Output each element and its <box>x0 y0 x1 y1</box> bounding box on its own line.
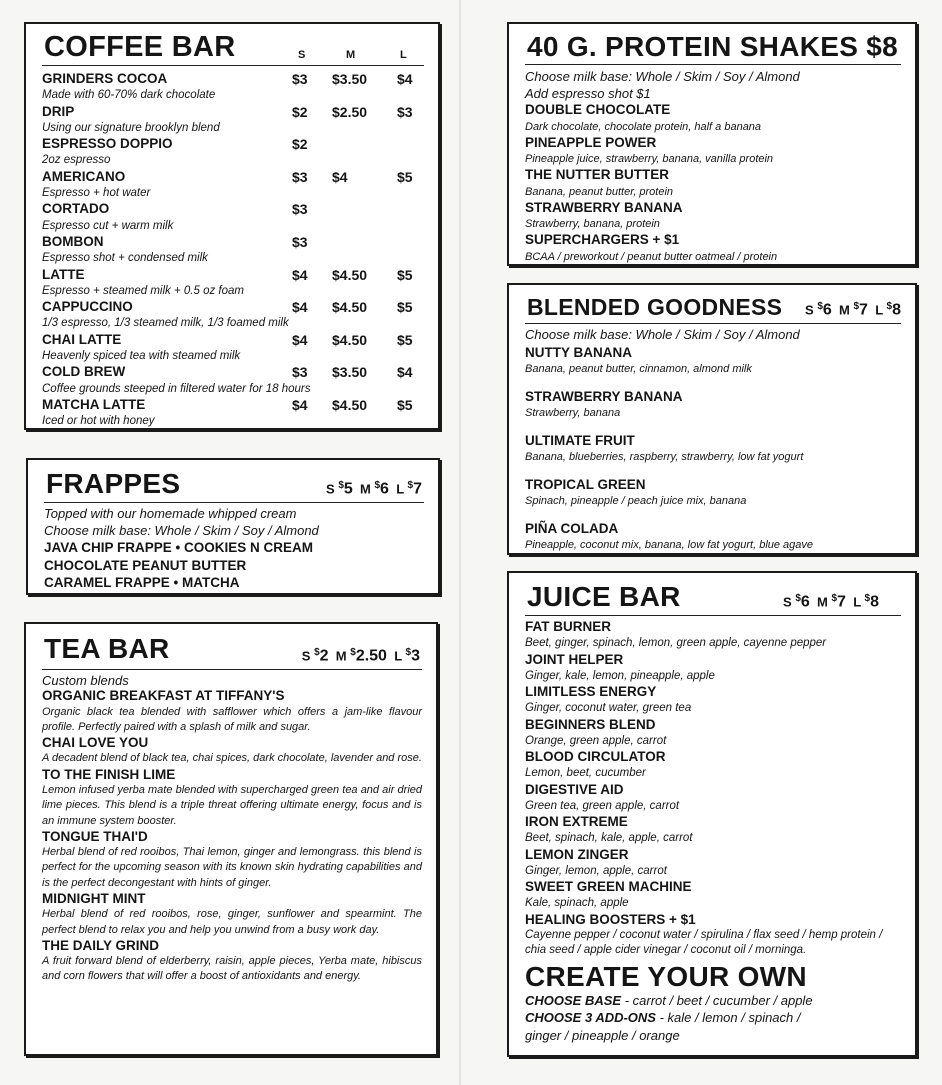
currency-symbol: $ <box>338 479 344 491</box>
page-fold <box>459 0 461 1085</box>
tea-item-name: TO THE FINISH LIME <box>42 766 176 782</box>
price-large: $5 <box>397 396 413 413</box>
tea-item-desc: Lemon infused yerba mate blended with supercharged green tea and air dried lime pieces. This blend is a triple threat offering ultimate energy, focus and is an immune system booster. <box>42 784 422 827</box>
price-medium: $3.50 <box>332 364 368 381</box>
coffee-item-name: CAPPUCCINO <box>42 299 133 315</box>
frappes-size-prices <box>326 480 422 498</box>
size-s-label: S <box>805 302 814 317</box>
size-m-label: M <box>817 594 828 609</box>
price-medium: $4.50 <box>332 331 368 348</box>
coffee-item-name: ESPRESSO DOPPIO <box>42 136 173 152</box>
size-m-label: M <box>839 302 850 317</box>
size-l-price: 8 <box>892 301 901 318</box>
tea-item-name: TONGUE THAI'D <box>42 828 148 844</box>
col-s-label: S <box>298 49 306 61</box>
size-m-price: 6 <box>380 480 389 497</box>
tea-item-desc: Organic black tea blended with safflower which offers a jam-like flavour profile. Perfectly paired with a splash of milk and sugar. <box>42 705 422 733</box>
juice-item-desc: Ginger, kale, lemon, pineapple, apple <box>525 669 715 682</box>
create-your-own-title: CREATE YOUR OWN <box>525 960 807 992</box>
coffee-item-desc: Using our signature brooklyn blend <box>42 121 220 134</box>
juice-item-desc: Lemon, beet, cucumber <box>525 767 646 780</box>
price-small: $4 <box>292 299 308 316</box>
coffee-menu-list <box>26 66 438 430</box>
juice-size-prices <box>783 593 879 611</box>
juice-item-name: DIGESTIVE AID <box>525 781 624 797</box>
choose-base-line <box>525 992 901 1010</box>
protein-item-name: SUPERCHARGERS + $1 <box>525 232 680 247</box>
currency-symbol: $ <box>817 300 823 312</box>
coffee-bar-section <box>24 22 440 430</box>
size-l-label: L <box>853 594 861 609</box>
juice-item-desc: Orange, green apple, carrot <box>525 734 667 747</box>
coffee-item-row <box>42 136 424 152</box>
price-large: $5 <box>397 331 413 348</box>
juice-menu-list <box>509 616 915 912</box>
blended-goodness-section <box>507 283 917 555</box>
price-small: $2 <box>292 103 308 120</box>
size-m-price: 7 <box>837 593 846 610</box>
tea-menu-list <box>26 670 436 985</box>
coffee-item-name: COLD BREW <box>42 364 126 380</box>
coffee-item-name: CORTADO <box>42 201 110 217</box>
price-medium: $4 <box>332 168 348 185</box>
size-l-price: 8 <box>870 593 879 610</box>
coffee-item-desc: 2oz espresso <box>42 154 111 167</box>
item-spacer <box>525 509 901 520</box>
price-large: $5 <box>397 299 413 316</box>
coffee-item-row <box>42 234 424 250</box>
blended-size-prices <box>805 301 901 319</box>
juice-bar-section <box>507 571 917 1057</box>
coffee-item-desc: 1/3 espresso, 1/3 steamed milk, 1/3 foamed milk <box>42 317 289 330</box>
blended-milk-note: Choose milk base: Whole / Skim / Soy / Almond <box>525 327 800 342</box>
coffee-item-name: GRINDERS COCOA <box>42 71 168 86</box>
currency-symbol: $ <box>314 646 320 658</box>
juice-item-name: IRON EXTREME <box>525 814 628 829</box>
frappes-title: FRAPPES <box>46 468 181 499</box>
price-medium: $2.50 <box>332 103 368 120</box>
size-m-label: M <box>360 481 371 496</box>
frappes-item-line: CHOCOLATE PEANUT BUTTER <box>44 557 247 573</box>
size-s-label: S <box>301 648 311 663</box>
choose-addons-line <box>525 1009 901 1027</box>
currency-symbol: $ <box>831 592 838 604</box>
price-small: $4 <box>292 396 308 413</box>
price-large: $4 <box>397 364 413 381</box>
coffee-item-name: CHAI LATTE <box>42 331 122 347</box>
protein-shakes-header <box>525 27 901 65</box>
tea-bar-header <box>42 628 422 670</box>
tea-item-desc: Herbal blend of red rooibos, Thai lemon, ginger and lemongrass. this blend is perfect for the upcoming season with its known skin hydrating capabilities and is the perfect decongestant with hints of ginger. <box>42 846 422 889</box>
juice-item-desc: Beet, spinach, kale, apple, carrot <box>525 832 693 845</box>
juice-item-name: SWEET GREEN MACHINE <box>525 879 692 894</box>
tea-item-desc: Herbal blend of red rooibos, rose, ginger, sunflower and spearmint. The perfect blend to relax you and help you unwind from a busy work day. <box>42 908 422 936</box>
coffee-item-desc: Espresso + steamed milk + 0.5 oz foam <box>42 284 244 297</box>
coffee-item-row <box>42 201 424 217</box>
coffee-item-desc: Iced or hot with honey <box>42 415 155 428</box>
blended-item-name: NUTTY BANANA <box>525 344 632 360</box>
size-m-price: 7 <box>859 301 868 318</box>
size-l-label: L <box>875 302 883 317</box>
tea-intro: Custom blends <box>42 673 129 688</box>
frappes-item-line: JAVA CHIP FRAPPE • COOKIES N CREAM <box>44 540 314 555</box>
currency-symbol: $ <box>350 646 356 658</box>
frappes-note: Topped with our homemade whipped cream <box>44 506 297 521</box>
coffee-item-row <box>42 397 424 413</box>
blended-item-desc: Strawberry, banana <box>525 406 621 419</box>
blended-item-name: STRAWBERRY BANANA <box>525 388 683 404</box>
tea-item-name: ORGANIC BREAKFAST AT TIFFANY'S <box>42 688 285 703</box>
price-large: $3 <box>397 103 413 120</box>
juice-item-desc: Kale, spinach, apple <box>525 897 629 910</box>
col-l-label: L <box>400 49 407 61</box>
choose-addons-options: - kale / lemon / spinach / <box>655 1010 801 1025</box>
price-small: $3 <box>292 168 308 185</box>
juice-bar-title: JUICE BAR <box>527 581 681 612</box>
protein-menu-list <box>509 65 915 265</box>
price-medium: $3.50 <box>332 71 368 87</box>
blended-item-desc: Banana, blueberries, raspberry, strawberry, low fat yogurt <box>525 450 804 463</box>
tea-item-desc: A decadent blend of black tea, chai spices, dark chocolate, lavender and rose. <box>42 752 422 765</box>
frappes-header <box>44 463 424 503</box>
currency-symbol: $ <box>853 300 860 312</box>
coffee-item-desc: Heavenly spiced tea with steamed milk <box>42 350 241 363</box>
blended-menu-list <box>509 324 915 553</box>
size-m-price: 2.50 <box>355 647 387 664</box>
item-spacer <box>525 377 901 388</box>
price-small: $3 <box>292 364 308 381</box>
coffee-item-row <box>42 169 424 185</box>
coffee-item-row <box>42 332 424 348</box>
price-small: $3 <box>292 71 308 87</box>
tea-item-name: MIDNIGHT MINT <box>42 890 146 906</box>
currency-symbol: $ <box>886 300 893 312</box>
price-large: $5 <box>397 168 413 185</box>
juice-bar-header <box>525 576 901 616</box>
blended-goodness-title: BLENDED GOODNESS <box>527 294 783 320</box>
price-small: $3 <box>292 233 308 250</box>
frappes-milk-note: Choose milk base: Whole / Skim / Soy / Almond <box>44 522 319 538</box>
blended-item-name: PIÑA COLADA <box>525 520 619 536</box>
protein-item-name: PINEAPPLE POWER <box>525 134 657 150</box>
currency-symbol: $ <box>405 646 412 658</box>
size-s-label: S <box>326 481 335 496</box>
coffee-item-name: BOMBON <box>42 233 104 249</box>
size-s-price: 2 <box>319 647 329 664</box>
frappes-item-line: CARAMEL FRAPPE • MATCHA <box>44 575 240 590</box>
coffee-item-desc: Espresso + hot water <box>42 187 151 200</box>
juice-item-name: FAT BURNER <box>525 619 611 634</box>
protein-item-desc: Dark chocolate, chocolate protein, half a banana <box>525 120 762 133</box>
coffee-item-name: DRIP <box>42 103 75 119</box>
size-l-label: L <box>396 481 404 496</box>
juice-item-name: LIMITLESS ENERGY <box>525 684 657 699</box>
tea-size-prices <box>302 647 420 665</box>
size-s-price: 6 <box>800 593 810 610</box>
coffee-item-row <box>42 104 424 120</box>
coffee-bar-title: COFFEE BAR <box>44 31 236 63</box>
coffee-item-row <box>42 71 424 87</box>
protein-shakes-section <box>507 22 917 266</box>
choose-base-label: CHOOSE BASE <box>525 992 622 1008</box>
tea-bar-section <box>24 622 438 1056</box>
juice-item-name: JOINT HELPER <box>525 651 624 667</box>
frappes-section <box>26 458 440 595</box>
juice-item-name: LEMON ZINGER <box>525 846 629 862</box>
coffee-item-name: AMERICANO <box>42 168 126 184</box>
blended-item-name: ULTIMATE FRUIT <box>525 432 635 448</box>
tea-item-name: THE DAILY GRIND <box>42 937 160 953</box>
healing-boosters-name: HEALING BOOSTERS + $1 <box>525 911 696 927</box>
size-s-label: S <box>783 594 792 609</box>
protein-item-desc: BCAA / preworkout / peanut butter oatmeal / protein <box>525 250 778 263</box>
coffee-item-row <box>42 299 424 315</box>
blended-item-name: TROPICAL GREEN <box>525 476 646 492</box>
protein-shakes-title: 40 G. PROTEIN SHAKES $8 <box>527 31 899 62</box>
protein-item-name: THE NUTTER BUTTER <box>525 167 669 182</box>
blended-goodness-header <box>525 288 901 324</box>
coffee-item-desc: Espresso cut + warm milk <box>42 219 174 232</box>
protein-milk-note: Choose milk base: Whole / Skim / Soy / Almond <box>525 69 800 84</box>
juice-item-desc: Ginger, lemon, apple, carrot <box>525 864 667 877</box>
coffee-item-name: LATTE <box>42 266 85 282</box>
price-medium: $4.50 <box>332 266 368 283</box>
juice-extras <box>509 912 915 1045</box>
tea-bar-title: TEA BAR <box>44 633 170 664</box>
price-large: $4 <box>397 71 413 87</box>
size-s-price: 6 <box>822 301 832 318</box>
protein-item-name: STRAWBERRY BANANA <box>525 199 683 215</box>
tea-item-name: CHAI LOVE YOU <box>42 734 149 750</box>
choose-base-options: - carrot / beet / cucumber / apple <box>621 992 813 1008</box>
coffee-item-row <box>42 267 424 283</box>
price-medium: $4.50 <box>332 299 368 316</box>
currency-symbol: $ <box>864 592 871 604</box>
item-spacer <box>525 465 901 476</box>
price-medium: $4.50 <box>332 396 368 413</box>
protein-espresso-note: Add espresso shot $1 <box>525 85 651 101</box>
coffee-item-desc: Espresso shot + condensed milk <box>42 252 208 265</box>
size-m-label: M <box>335 648 347 663</box>
item-spacer <box>525 421 901 432</box>
price-small: $4 <box>292 266 308 283</box>
protein-item-desc: Strawberry, banana, protein <box>525 218 660 230</box>
price-large: $5 <box>397 266 413 283</box>
size-l-price: 3 <box>411 647 420 664</box>
size-l-price: 7 <box>413 480 422 497</box>
coffee-item-desc: Made with 60-70% dark chocolate <box>42 89 216 102</box>
juice-item-desc: Beet, ginger, spinach, lemon, green apple, cayenne pepper <box>525 637 827 650</box>
price-small: $2 <box>292 136 308 153</box>
price-small: $4 <box>292 331 308 348</box>
blended-item-desc: Banana, peanut butter, cinnamon, almond milk <box>525 362 752 375</box>
coffee-item-desc: Coffee grounds steeped in filtered water for 18 hours <box>42 382 311 395</box>
protein-item-name: DOUBLE CHOCOLATE <box>525 102 671 117</box>
size-l-label: L <box>394 648 402 663</box>
protein-item-desc: Banana, peanut butter, protein <box>525 185 674 198</box>
juice-item-name: BEGINNERS BLEND <box>525 716 656 732</box>
price-small: $3 <box>292 201 308 218</box>
juice-item-desc: Green tea, green apple, carrot <box>525 799 680 812</box>
frappes-content <box>28 503 438 592</box>
currency-symbol: $ <box>407 479 414 491</box>
coffee-item-name: MATCHA LATTE <box>42 396 146 412</box>
choose-addons-options-cont: ginger / pineapple / orange <box>525 1027 680 1043</box>
choose-addons-label: CHOOSE 3 ADD-ONS <box>525 1010 656 1025</box>
tea-item-desc: A fruit forward blend of elderberry, raisin, apple pieces, Yerba mate, hibiscus and corn flowers that will offer a boost of antioxidants and energy. <box>42 955 422 983</box>
size-s-price: 5 <box>343 480 353 497</box>
protein-item-desc: Pineapple juice, strawberry, banana, vanilla protein <box>525 153 774 165</box>
coffee-bar-header <box>42 28 424 66</box>
currency-symbol: $ <box>374 479 381 491</box>
blended-item-desc: Pineapple, coconut mix, banana, low fat yogurt, blue agave <box>525 538 814 551</box>
col-m-label: M <box>346 49 356 61</box>
currency-symbol: $ <box>795 592 801 604</box>
juice-item-name: BLOOD CIRCULATOR <box>525 749 666 764</box>
juice-item-desc: Ginger, coconut water, green tea <box>525 702 692 715</box>
coffee-item-row <box>42 364 424 380</box>
blended-item-desc: Spinach, pineapple / peach juice mix, banana <box>525 494 747 507</box>
healing-boosters-desc: Cayenne pepper / coconut water / spirulina / flax seed / hemp protein / chia seed / apple cider vinegar / coconut oil / morninga. <box>525 928 883 956</box>
